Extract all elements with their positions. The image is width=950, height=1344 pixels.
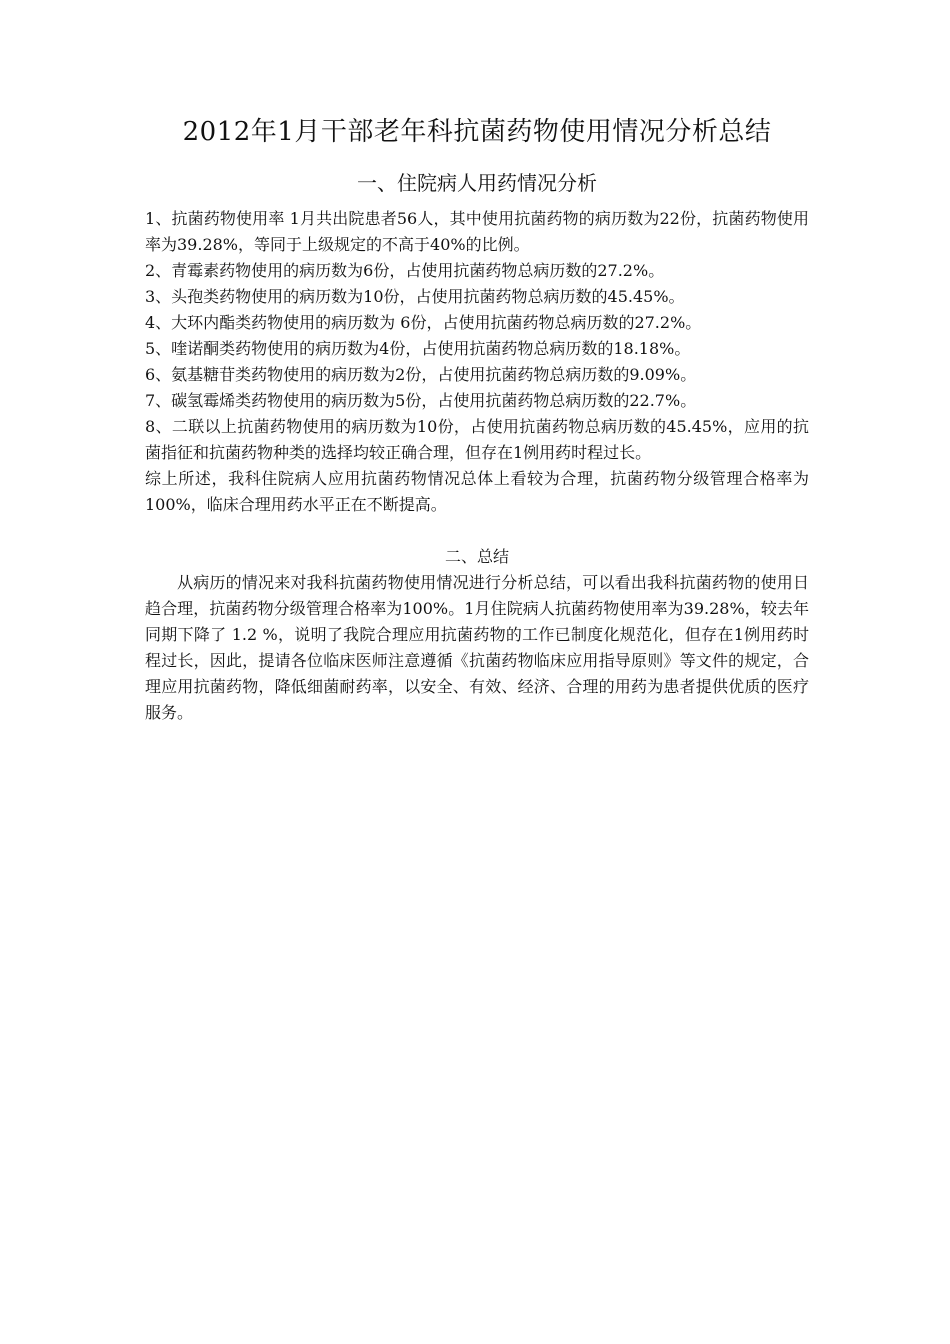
document-page [145,112,809,726]
analysis-item-5: 5、喹诺酮类药物使用的病历数为4份，占使用抗菌药物总病历数的18.18%。 [145,339,691,358]
section-spacer [145,518,809,544]
section-heading-inpatient-analysis: 一、住院病人用药情况分析 [357,171,597,195]
summary-paragraph: 从病历的情况来对我科抗菌药物使用情况进行分析总结，可以看出我科抗菌药物的使用日趋合理，抗菌药物分级管理合格率为100%。1月住院病人抗菌药物使用率为39.28%，较去年同期下降了 1.2 %，说明了我院合理应用抗菌药物的工作已制度化规范化，但存在1例用药时程过长，因此，提请各位临床医师注意遵循《抗菌药物临床应用指导原则》等文件的规定，合理应用抗菌药物，降低细菌耐药率，以安全、有效、经济、合理的用药为患者提供优质的医疗服务。 [145,573,809,722]
analysis-item-1: 1、抗菌药物使用率 1月共出院患者56人，其中使用抗菌药物的病历数为22份，抗菌药物使用率为39.28%，等同于上级规定的不高于40%的比例。 [145,209,809,254]
analysis-item-3: 3、头孢类药物使用的病历数为10份，占使用抗菌药物总病历数的45.45%。 [145,287,685,306]
section-heading-summary: 二、总结 [444,547,509,566]
document-title: 2012年1月干部老年科抗菌药物使用情况分析总结 [182,117,772,147]
analysis-item-7: 7、碳氢霉烯类药物使用的病历数为5份，占使用抗菌药物总病历数的22.7%。 [145,391,697,410]
section1-conclusion: 综上所述，我科住院病人应用抗菌药物情况总体上看较为合理，抗菌药物分级管理合格率为100%，临床合理用药水平正在不断提高。 [145,469,809,514]
analysis-item-2: 2、青霉素药物使用的病历数为6份，占使用抗菌药物总病历数的27.2%。 [145,261,665,280]
analysis-item-8: 8、二联以上抗菌药物使用的病历数为10份，占使用抗菌药物总病历数的45.45%，应用的抗菌指征和抗菌药物种类的选择均较正确合理，但存在1例用药时程过长。 [145,417,809,462]
analysis-item-6: 6、氨基糖苷类药物使用的病历数为2份，占使用抗菌药物总病历数的9.09%。 [145,365,697,384]
analysis-item-4: 4、大环内酯类药物使用的病历数为 6份，占使用抗菌药物总病历数的27.2%。 [145,313,702,332]
